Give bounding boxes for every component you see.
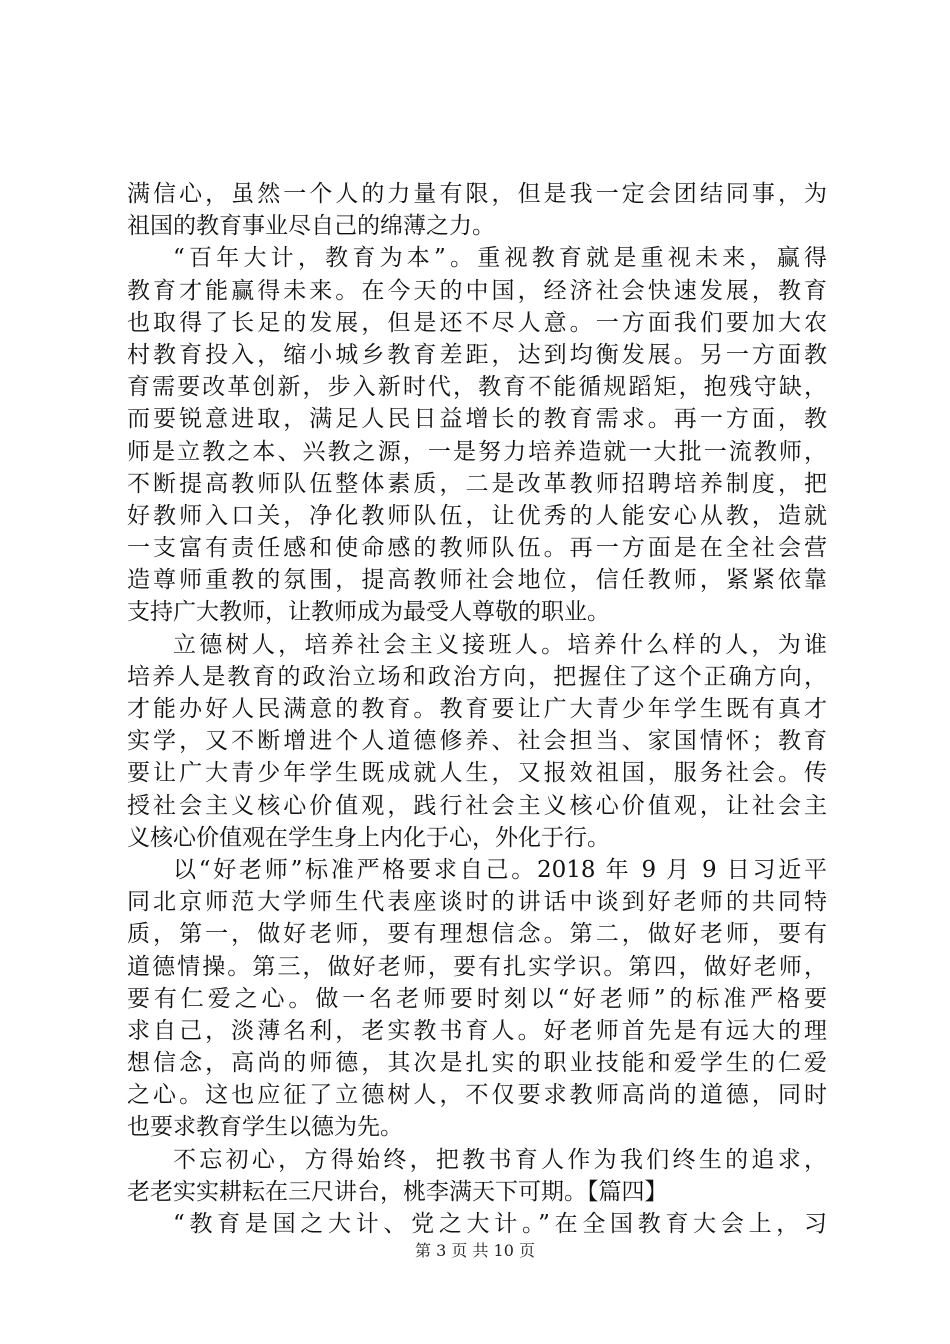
text-line: 才能办好人民满意的教育。教育要让广大青少年学生既有真才 [127,696,827,722]
text-line: 支持广大教师，让教师成为最受人尊敬的职业。 [127,599,610,626]
text-line: 道德情操。第三，做好老师，要有扎实学识。第四，做好老师， [127,953,827,980]
text-line: 好教师入口关，净化教师队伍，让优秀的人能安心从教，造就 [127,502,827,529]
text-line: 授社会主义核心价值观，践行社会主义核心价值观，让社会主 [127,792,827,819]
text-line: 求自己，淡薄名利，老实教书育人。好老师首先是有远大的理 [127,1017,827,1044]
text-line: 义核心价值观在学生身上内化于心，外化于行。 [127,824,610,851]
page-footer: 第 3 页 共 10 页 [415,1241,535,1260]
document-body [127,178,827,1240]
text-line: 以“好老师”标准严格要求自己。2018 年 9 月 9 日习近平 [173,856,827,883]
text-line: 质，第一，做好老师，要有理想信念。第二，做好老师，要有 [127,921,827,948]
text-line: 祖国的教育事业尽自己的绵薄之力。 [127,213,495,240]
text-line: 不断提高教师队伍整体素质，二是改革教师招聘培养制度，把 [127,470,827,497]
text-line: 老老实实耕耘在三尺讲台，桃李满天下可期。【篇四】 [127,1178,668,1205]
text-line: 想信念，高尚的师德，其次是扎实的职业技能和爱学生的仁爱 [127,1050,827,1077]
text-line: 师是立教之本、兴教之源，一是努力培养造就一大批一流教师， [127,438,827,465]
text-line: 满信心，虽然一个人的力量有限，但是我一定会团结同事，为 [127,181,827,207]
text-line: 造尊师重教的氛围，提高教师社会地位，信任教师，紧紧依靠 [127,567,827,594]
text-line: 立德树人，培养社会主义接班人。培养什么样的人，为谁 [173,631,827,658]
text-line: 也要求教育学生以德为先。 [127,1114,403,1141]
text-line: 同北京师范大学师生代表座谈时的讲话中谈到好老师的共同特 [127,889,827,916]
text-line: 教育才能赢得未来。在今天的中国，经济社会快速发展，教育 [127,277,827,304]
text-line: 而要锐意进取，满足人民日益增长的教育需求。再一方面，教 [127,406,827,433]
text-line: 村教育投入，缩小城乡教育差距，达到均衡发展。另一方面教 [127,341,827,368]
text-line: “教育是国之大计、党之大计。”在全国教育大会上，习 [173,1211,827,1237]
text-line: 育需要改革创新，步入新时代，教育不能循规蹈矩，抱残守缺， [127,374,827,401]
text-line: 要让广大青少年学生既成就人生，又报效祖国，服务社会。传 [127,760,827,787]
text-line: 之心。这也应征了立德树人，不仅要求教师高尚的道德，同时 [127,1082,827,1109]
text-line: 培养人是教育的政治立场和政治方向，把握住了这个正确方向， [127,663,827,690]
text-line: “百年大计，教育为本”。重视教育就是重视未来，赢得 [173,245,827,272]
text-line: 实学，又不断增进个人道德修养、社会担当、家国情怀；教育 [127,728,827,755]
text-line: 也取得了长足的发展，但是还不尽人意。一方面我们要加大农 [127,309,827,336]
text-line: 要有仁爱之心。做一名老师要时刻以“好老师”的标准严格要 [127,985,827,1012]
text-line: 一支富有责任感和使命感的教师队伍。再一方面是在全社会营 [127,535,827,562]
text-line: 不忘初心，方得始终，把教书育人作为我们终生的追求， [173,1146,827,1173]
